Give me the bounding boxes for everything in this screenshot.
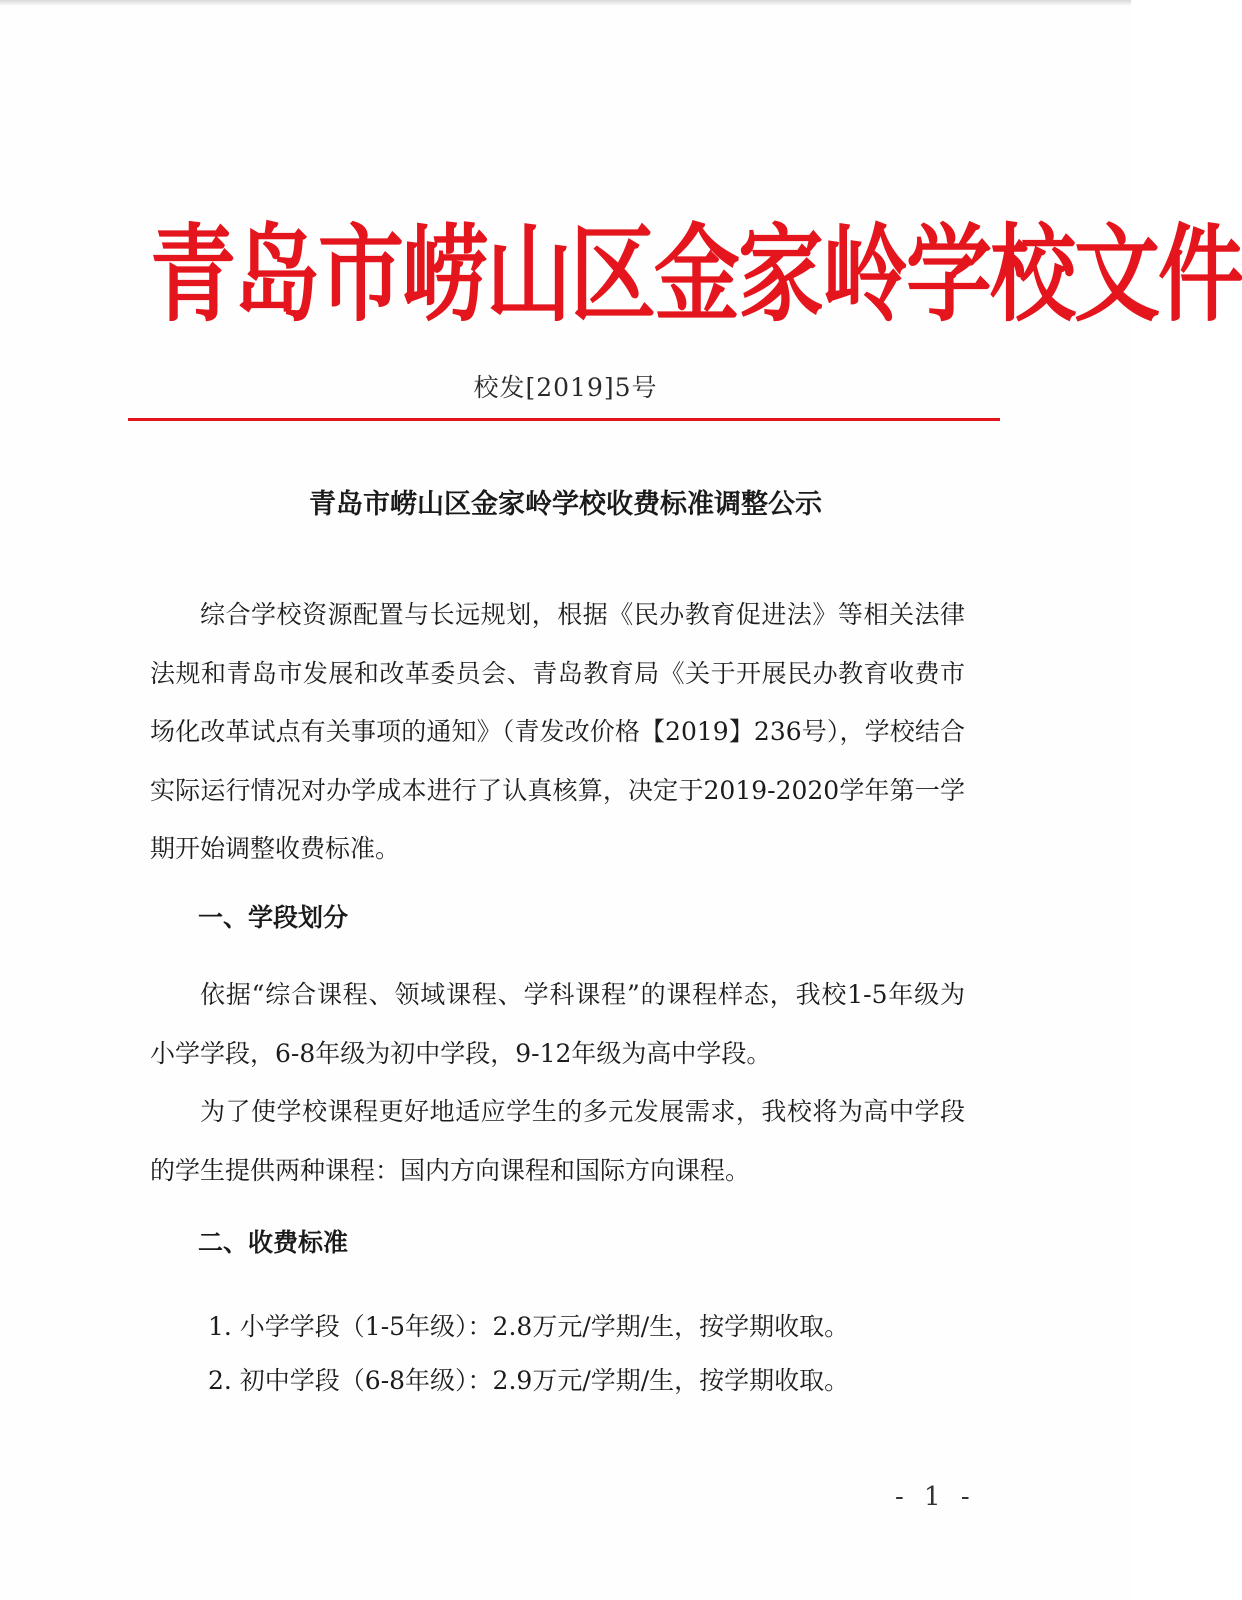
page-number: - 1 - <box>895 1482 976 1512</box>
fee-list <box>208 1300 968 1408</box>
intro-paragraph: 综合学校资源配置与长远规划，根据《民办教育促进法》等相关法律法规和青岛市发展和改革委员会、青岛教育局《关于开展民办教育收费市场化改革试点有关事项的通知》（青发改价格【2019】236号），学校结合实际运行情况对办学成本进行了认真核算，决定于2019-2020学年第一学期开始调整收费标准。 <box>150 600 965 863</box>
red-separator-line <box>128 418 1000 421</box>
section-stage-division-body <box>150 966 965 1200</box>
document-number: 校发[2019]5号 <box>473 373 658 402</box>
stage-division-paragraph: 依据“综合课程、领域课程、学科课程”的课程样态，我校1-5年级为小学学段，6-8年级为初中学段，9-12年级为高中学段。 <box>150 980 965 1068</box>
section-heading-fee-standard: 二、收费标准 <box>198 1228 349 1257</box>
fee-item-middle: 2. 初中学段（6-8年级）：2.9万元/学期/生，按学期收取。 <box>208 1366 850 1395</box>
fee-item-primary: 1. 小学学段（1-5年级）：2.8万元/学期/生，按学期收取。 <box>208 1312 850 1341</box>
notice-title: 青岛市崂山区金家岭学校收费标准调整公示 <box>309 489 822 520</box>
intro-paragraph-block <box>150 586 965 879</box>
curriculum-paragraph: 为了使学校课程更好地适应学生的多元发展需求，我校将为高中学段的学生提供两种课程：国内方向课程和国际方向课程。 <box>150 1097 965 1185</box>
scan-edge <box>0 0 1131 6</box>
masthead-title: 青岛市崂山区金家岭学校文件 <box>150 213 1242 337</box>
section-heading-stage-division: 一、学段划分 <box>198 903 349 932</box>
